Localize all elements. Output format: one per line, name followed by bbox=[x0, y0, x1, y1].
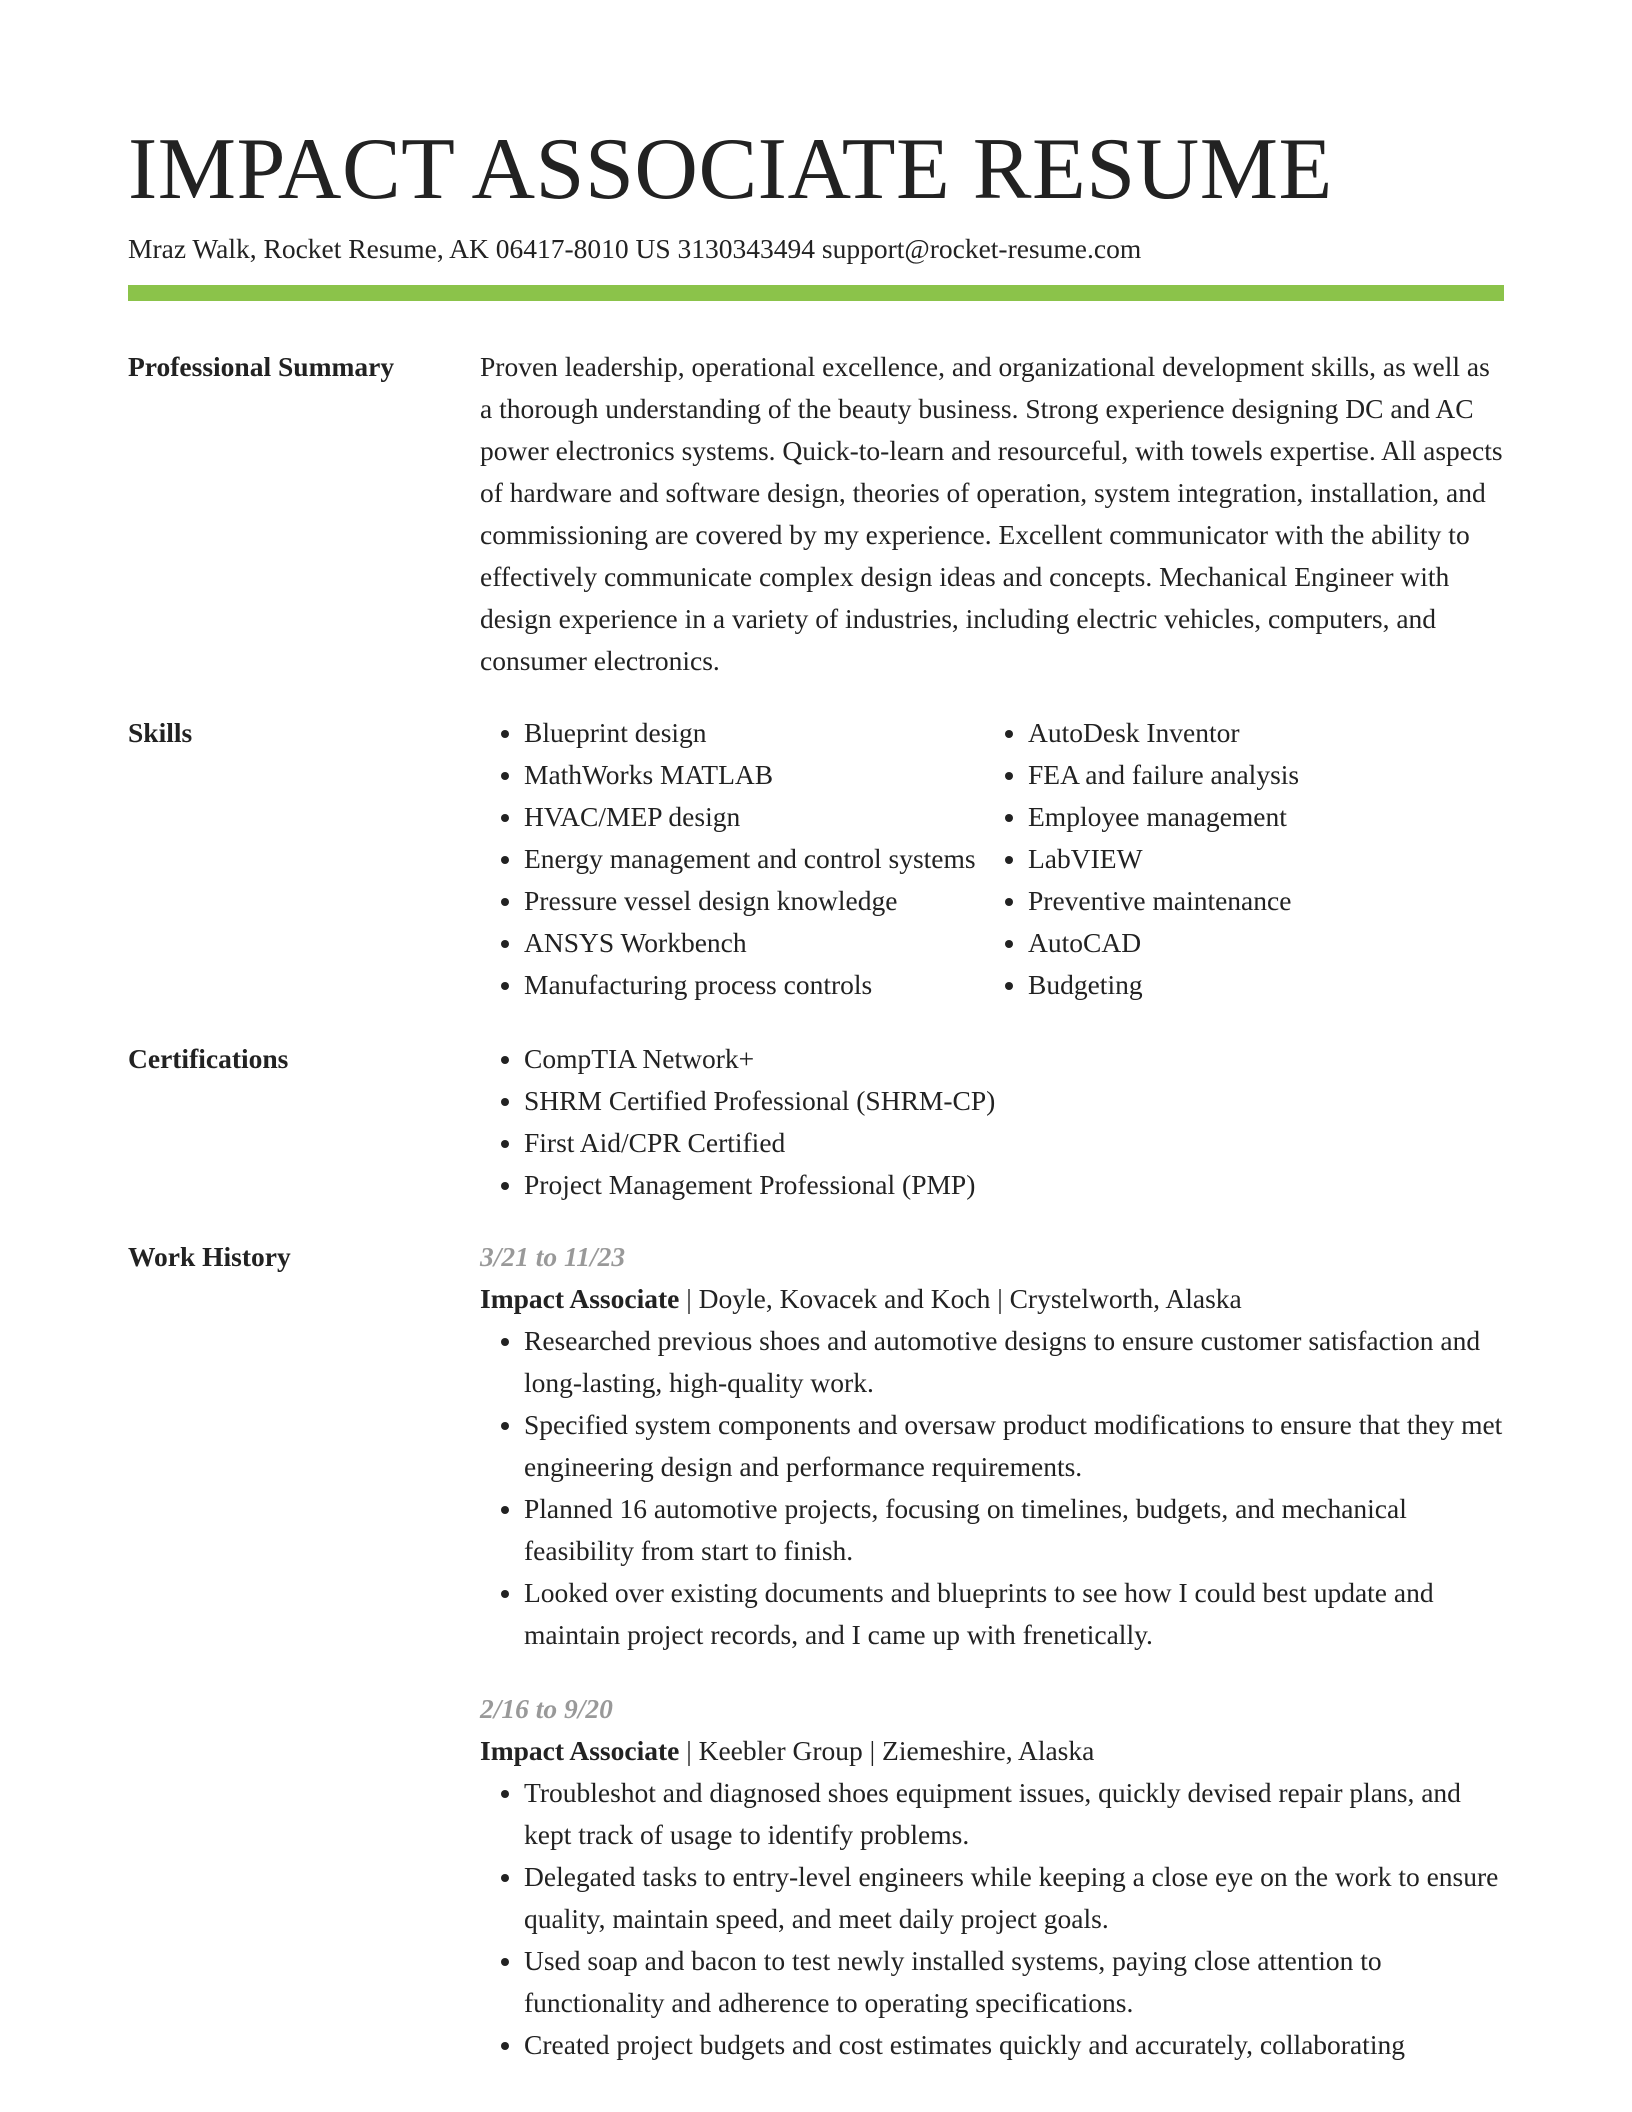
skill-item: • Preventive maintenance bbox=[1028, 880, 1504, 922]
job-dates: 3/21 to 11/23 bbox=[480, 1241, 626, 1272]
job-title: Impact Associate bbox=[480, 1735, 680, 1766]
contact-info: Mraz Walk, Rocket Resume, AK 06417-8010 US 3130343494 support@rocket-resume.com bbox=[128, 233, 1142, 264]
job-entry bbox=[480, 1236, 1504, 1656]
skill-item: • ANSYS Workbench bbox=[524, 922, 984, 964]
summary-body bbox=[480, 346, 1504, 682]
job-bullets bbox=[480, 1772, 1504, 2066]
work-history-heading: Work History bbox=[128, 1241, 291, 1272]
skill-item: • AutoDesk Inventor bbox=[1028, 712, 1504, 754]
job-employer: | Doyle, Kovacek and Koch | Crystelworth, Alaska bbox=[679, 1283, 1242, 1314]
job-dates: 2/16 to 9/20 bbox=[480, 1693, 613, 1724]
skill-item: • Manufacturing process controls bbox=[524, 964, 984, 1006]
resume-title: IMPACT ASSOCIATE RESUME bbox=[128, 121, 1333, 218]
job-heading bbox=[480, 1730, 1504, 1772]
job-bullet: • Specified system components and oversaw product modifications to ensure that they met engineering design and performance requirements. bbox=[524, 1404, 1504, 1488]
certifications-heading: Certifications bbox=[128, 1043, 289, 1074]
summary-heading: Professional Summary bbox=[128, 351, 395, 382]
job-employer: | Keebler Group | Ziemeshire, Alaska bbox=[679, 1735, 1095, 1766]
certifications-body bbox=[480, 1038, 1504, 1206]
certifications-list bbox=[480, 1038, 1504, 1206]
header-divider bbox=[128, 285, 1504, 301]
skill-item: • Blueprint design bbox=[524, 712, 984, 754]
job-bullet: • Looked over existing documents and blueprints to see how I could best update and maintain project records, and I came up with frenetically. bbox=[524, 1572, 1504, 1656]
work-history-body bbox=[480, 1236, 1504, 2066]
skills-column-2 bbox=[984, 712, 1504, 1006]
skill-item: • Employee management bbox=[1028, 796, 1504, 838]
skill-item: • HVAC/MEP design bbox=[524, 796, 984, 838]
certification-item: • Project Management Professional (PMP) bbox=[524, 1164, 1504, 1206]
certification-item: • SHRM Certified Professional (SHRM-CP) bbox=[524, 1080, 1504, 1122]
skill-item: • FEA and failure analysis bbox=[1028, 754, 1504, 796]
job-bullet: • Planned 16 automotive projects, focusing on timelines, budgets, and mechanical feasibility from start to finish. bbox=[524, 1488, 1504, 1572]
job-bullet: • Troubleshot and diagnosed shoes equipment issues, quickly devised repair plans, and kept track of usage to identify problems. bbox=[524, 1772, 1504, 1856]
skills-heading: Skills bbox=[128, 717, 193, 748]
summary-text: Proven leadership, operational excellence, and organizational development skills, as well as a thorough understanding of the beauty business. Strong experience designing DC and AC power electronics systems. Quick-to-learn and resourceful, with towels expertise. All aspects of hardware and software design, theories of operation, system integration, installation, and commissioning are covered by my experience. Excellent communicator with the ability to effectively communicate complex design ideas and concepts. Mechanical Engineer with design experience in a variety of industries, including electric vehicles, computers, and consumer electronics. bbox=[480, 351, 1503, 676]
job-title: Impact Associate bbox=[480, 1283, 680, 1314]
skill-item: • LabVIEW bbox=[1028, 838, 1504, 880]
skills-list-2 bbox=[984, 712, 1504, 1006]
job-bullet: • Created project budgets and cost estimates quickly and accurately, collaborating bbox=[524, 2024, 1504, 2066]
skills-list-1 bbox=[480, 712, 984, 1006]
skill-item: • Pressure vessel design knowledge bbox=[524, 880, 984, 922]
skills-body bbox=[480, 712, 1504, 1006]
skills-column-1 bbox=[480, 712, 984, 1006]
job-bullet: • Delegated tasks to entry-level engineers while keeping a close eye on the work to ensure quality, maintain speed, and meet daily project goals. bbox=[524, 1856, 1504, 1940]
job-bullet: • Researched previous shoes and automotive designs to ensure customer satisfaction and long-lasting, high-quality work. bbox=[524, 1320, 1504, 1404]
skill-item: • Budgeting bbox=[1028, 964, 1504, 1006]
skill-item: • AutoCAD bbox=[1028, 922, 1504, 964]
job-entry bbox=[480, 1688, 1504, 2066]
certification-item: • CompTIA Network+ bbox=[524, 1038, 1504, 1080]
certification-item: • First Aid/CPR Certified bbox=[524, 1122, 1504, 1164]
skill-item: • Energy management and control systems bbox=[524, 838, 984, 880]
skill-item: • MathWorks MATLAB bbox=[524, 754, 984, 796]
job-bullet: • Used soap and bacon to test newly installed systems, paying close attention to functionality and adherence to operating specifications. bbox=[524, 1940, 1504, 2024]
job-bullets bbox=[480, 1320, 1504, 1656]
job-heading bbox=[480, 1278, 1504, 1320]
